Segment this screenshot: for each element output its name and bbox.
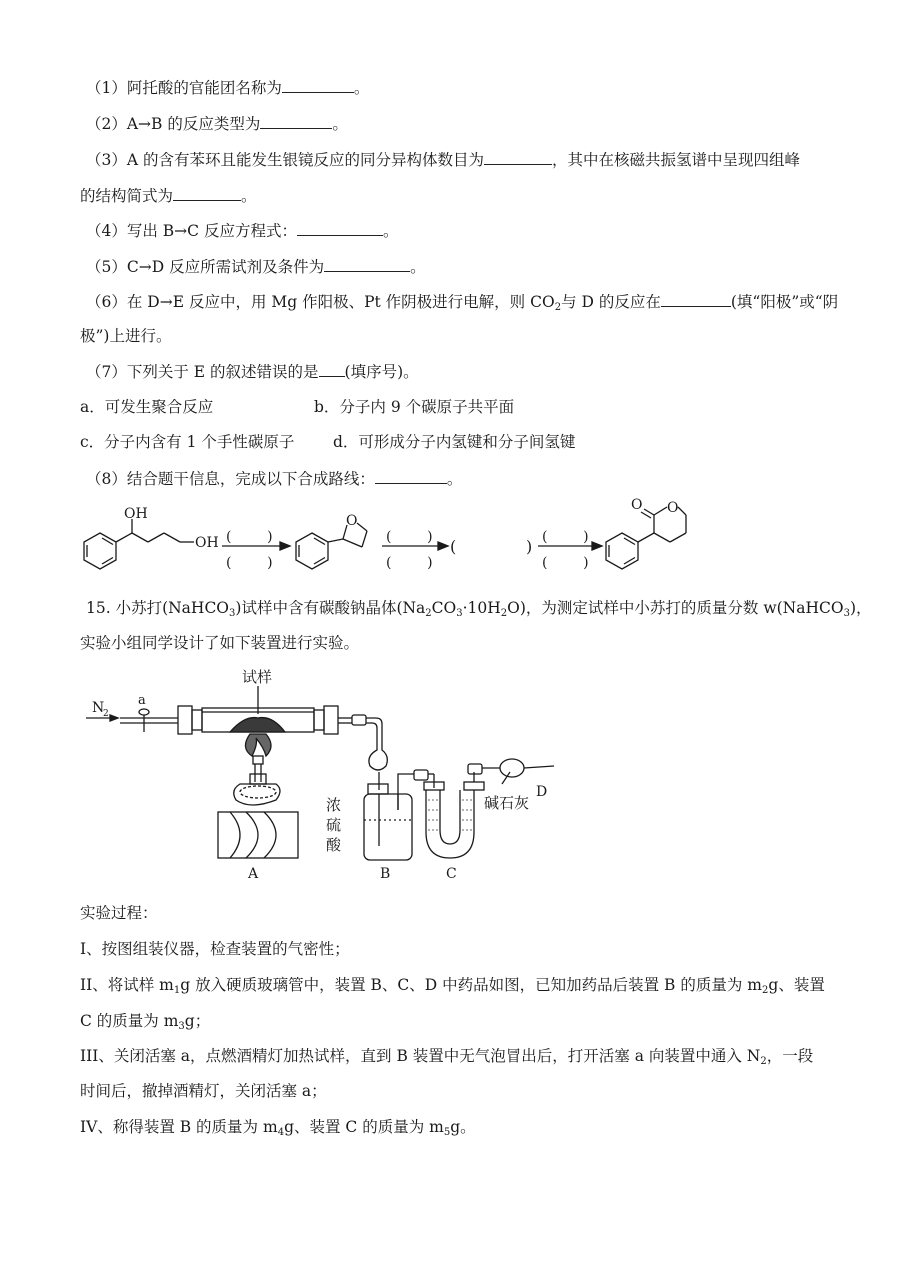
reagent-blank-bottom: ( ) — [386, 555, 433, 571]
intermediate-paren-left: ( — [450, 537, 457, 556]
question-2: （2）A→B 的反应类型为 。 — [86, 112, 348, 135]
n2-inlet — [86, 700, 178, 723]
svg-text:N: N — [92, 700, 105, 716]
reaction-arrow-1 — [222, 529, 290, 571]
question-6: （6）在 D→E 反应中，用 Mg 作阳极、Pt 作阴极进行电解，则 $CO_2$与 D 的反应在 (填“阳极”或“阴 — [86, 290, 838, 313]
question-4: （4）写出 B→C 反应方程式： 。 — [86, 219, 398, 242]
reagent-blank-top: ( ) — [386, 529, 433, 545]
reaction-arrow-3 — [538, 529, 602, 571]
option-d: d．可形成分子内氢键和分子间氢键 — [333, 433, 576, 451]
question-1: （1）阿托酸的官能团名称为 。 — [86, 76, 369, 99]
molecule-diol — [84, 506, 219, 569]
alcohol-lamp — [218, 734, 298, 882]
hydroxyl-label: OH — [124, 506, 148, 522]
answer-blank[interactable] — [324, 255, 410, 272]
answer-blank[interactable] — [297, 219, 383, 236]
reagent-blank-top: ( ) — [226, 529, 273, 545]
reagent-blank-bottom: ( ) — [226, 555, 273, 571]
valve-label: a — [138, 693, 146, 708]
step-1: I、按图组装仪器，检查装置的气密性； — [80, 940, 350, 958]
question-7: （7）下列关于 E 的叙述错误的是 (填序号)。 — [86, 360, 419, 383]
step-2: II、将试样 $m_1g$ 放入硬质玻璃管中，装置 B、C、D 中药品如图，已知加药品后装置 B 的质量为 $m_2g$、装置 — [80, 976, 825, 996]
option-a: a．可发生聚合反应 — [80, 398, 214, 416]
question-15-line2: 实验小组同学设计了如下装置进行实验。 — [80, 634, 360, 652]
oxygen-label: O — [346, 513, 358, 529]
acid-label: 硫 — [326, 816, 342, 834]
answer-blank[interactable] — [260, 112, 332, 129]
question-5: （5）C→D 反应所需试剂及条件为 。 — [86, 255, 426, 278]
oxygen-label: O — [667, 500, 679, 516]
hydroxyl-label: OH — [195, 535, 219, 551]
answer-blank[interactable] — [484, 148, 552, 165]
process-title: 实验过程： — [80, 904, 158, 922]
molecule-thf — [296, 513, 367, 569]
label-d: D — [536, 784, 548, 800]
soda-lime-label: 碱石灰 — [484, 794, 530, 812]
reagent-blank-bottom: ( ) — [542, 555, 589, 571]
question-3-line2: 的结构简式为 。 — [80, 184, 257, 207]
label-c: C — [446, 866, 457, 882]
carbonyl-oxygen-label: O — [631, 497, 643, 513]
question-3: （3）A 的含有苯环且能发生银镜反应的同分异构体数目为 ，其中在核磁共振氢谱中呈现四组峰 — [86, 148, 800, 171]
reaction-arrow-2 — [382, 529, 448, 571]
intermediate-paren-right: ) — [526, 537, 533, 556]
step-3: III、关闭活塞 a，点燃酒精灯加热试样，直到 B 装置中无气泡冒出后，打开活塞 a 向装置中通入 $N_2$，一段 — [80, 1047, 814, 1067]
step-3-line2: 时间后，撤掉酒精灯，关闭活塞 a； — [80, 1082, 327, 1100]
molecule-lactone — [606, 497, 686, 569]
answer-blank[interactable] — [319, 360, 345, 377]
option-c: c．分子内含有 1 个手性碳原子 — [80, 433, 295, 451]
label-a: A — [248, 866, 259, 882]
acid-label: 酸 — [326, 836, 342, 854]
sample-pile — [230, 668, 285, 732]
drying-tube-d — [468, 759, 554, 812]
answer-blank[interactable] — [375, 467, 447, 484]
label-b: B — [380, 866, 391, 882]
answer-blank[interactable] — [661, 290, 731, 307]
option-b: b．分子内 9 个碳原子共平面 — [314, 398, 515, 416]
apparatus-diagram — [80, 660, 600, 885]
answer-blank[interactable] — [282, 76, 354, 93]
answer-blank[interactable] — [173, 184, 241, 201]
question-8: （8）结合题干信息，完成以下合成路线： 。 — [86, 467, 462, 490]
u-tube-c — [414, 770, 484, 882]
stopcock-a[interactable] — [138, 693, 149, 732]
acid-label: 浓 — [326, 796, 342, 814]
sample-label: 试样 — [242, 668, 273, 686]
bottle-b — [326, 742, 414, 882]
question-6-line2: 极”)上进行。 — [80, 327, 172, 345]
svg-text:2: 2 — [103, 709, 109, 719]
reagent-blank-top: ( ) — [542, 529, 589, 545]
step-4: IV、称得装置 B 的质量为 $m_4g$、装置 C 的质量为 $m_5g$。 — [80, 1118, 476, 1138]
synthesis-route — [0, 497, 900, 592]
glass-tube — [178, 706, 382, 742]
step-2-line2: C 的质量为 $m_3g$； — [80, 1012, 211, 1032]
question-15: 15. 小苏打(NaHCO$_3$)试样中含有碳酸钠晶体$(Na_2CO_3\cdot 10H_2O)$，为测定试样中小苏打的质量分数 w(NaHCO$_3$)， — [86, 599, 872, 619]
